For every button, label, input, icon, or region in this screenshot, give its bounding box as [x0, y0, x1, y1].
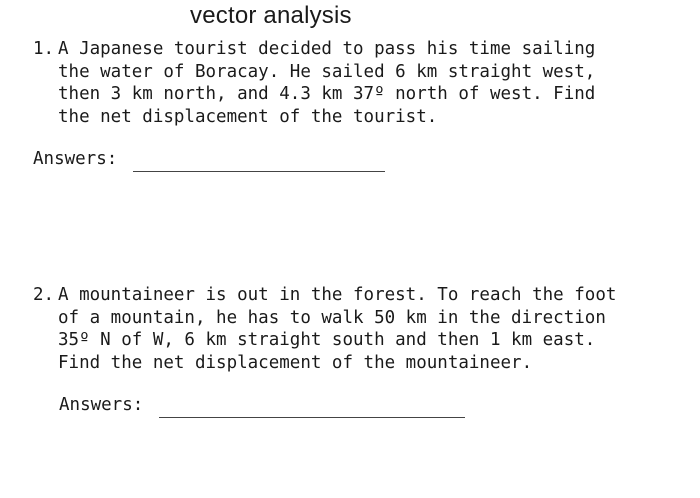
- answer-blank-line: [159, 417, 465, 418]
- problem-line: 35º N of W, 6 km straight south and then 1 km east.: [58, 330, 596, 350]
- worksheet-title: vector analysis: [190, 2, 352, 29]
- problem-line: the water of Boracay. He sailed 6 km straight west,: [58, 61, 596, 82]
- problem-line: A Japanese tourist decided to pass his time sailing: [58, 39, 596, 59]
- answer-field-2: [59, 395, 143, 415]
- problem-text: [58, 284, 616, 374]
- problem-text: [58, 38, 595, 128]
- problem-number: 1.: [33, 39, 55, 59]
- problem-2: [33, 284, 673, 376]
- problem-number: 2.: [33, 285, 55, 305]
- problem-line: of a mountain, he has to walk 50 km in the direction: [58, 307, 606, 328]
- answer-label: Answers:: [33, 149, 118, 169]
- answer-field-1: [33, 149, 117, 169]
- problem-line: then 3 km north, and 4.3 km 37º north of west. Find: [58, 84, 596, 104]
- answer-label: Answers:: [59, 395, 144, 415]
- problem-line: A mountaineer is out in the forest. To reach the foot: [58, 285, 617, 305]
- problem-1: [33, 38, 673, 130]
- problem-line: Find the net displacement of the mountaineer.: [58, 352, 533, 373]
- answer-blank-line: [133, 171, 385, 172]
- problem-line: the net displacement of the tourist.: [58, 106, 438, 127]
